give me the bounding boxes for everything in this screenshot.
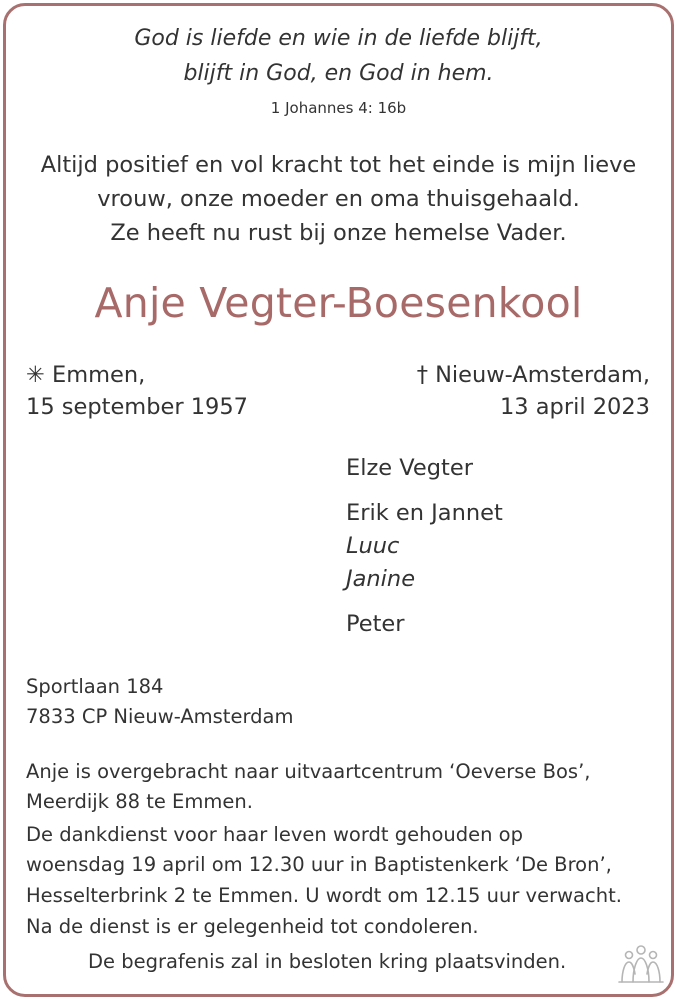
- family-spouse: Elze Vegter: [346, 455, 473, 481]
- birth-place: ✳ Emmen,: [26, 362, 146, 388]
- address-city: 7833 CP Nieuw-Amsterdam: [26, 705, 294, 728]
- details-line-6: Na de dienst is er gelegenheid tot condoleren.: [26, 915, 479, 938]
- details-line-1: Anje is overgebracht naar uitvaartcentrum ‘Oeverse Bos’,: [26, 760, 591, 783]
- death-place: † Nieuw-Amsterdam,: [416, 362, 650, 388]
- family-group-icon: [617, 944, 665, 984]
- intro-line-3: Ze heeft nu rust bij onze hemelse Vader.: [110, 220, 567, 246]
- verse-line-2: blijft in God, en God in hem.: [183, 61, 494, 86]
- intro-line-2: vrouw, onze moeder en oma thuisgehaald.: [97, 186, 580, 212]
- family-child-2: Peter: [346, 611, 405, 637]
- verse-reference: 1 Johannes 4: 16b: [270, 99, 407, 117]
- verse-line-1: God is liefde en wie in de liefde blijft,: [134, 26, 543, 51]
- details-line-5: Hesselterbrink 2 te Emmen. U wordt om 12.15 uur verwacht.: [26, 884, 622, 907]
- birth-date: 15 september 1957: [26, 394, 249, 420]
- details-line-4: woensdag 19 april om 12.30 uur in Baptistenkerk ‘De Bron’,: [26, 853, 612, 876]
- details-line-2: Meerdijk 88 te Emmen.: [26, 790, 253, 813]
- address-street: Sportlaan 184: [26, 675, 164, 698]
- intro-line-1: Altijd positief en vol kracht tot het einde is mijn lieve: [40, 152, 637, 178]
- death-date: 13 april 2023: [499, 394, 650, 420]
- details-line-3: De dankdienst voor haar leven wordt gehouden op: [26, 823, 523, 846]
- family-grandchild-2: Janine: [346, 566, 416, 592]
- deceased-name: Anje Vegter-Boesenkool: [94, 279, 583, 327]
- family-child-1: Erik en Jannet: [346, 500, 503, 526]
- details-line-7: De begrafenis zal in besloten kring plaatsvinden.: [88, 950, 567, 973]
- family-grandchild-1: Luuc: [346, 533, 400, 559]
